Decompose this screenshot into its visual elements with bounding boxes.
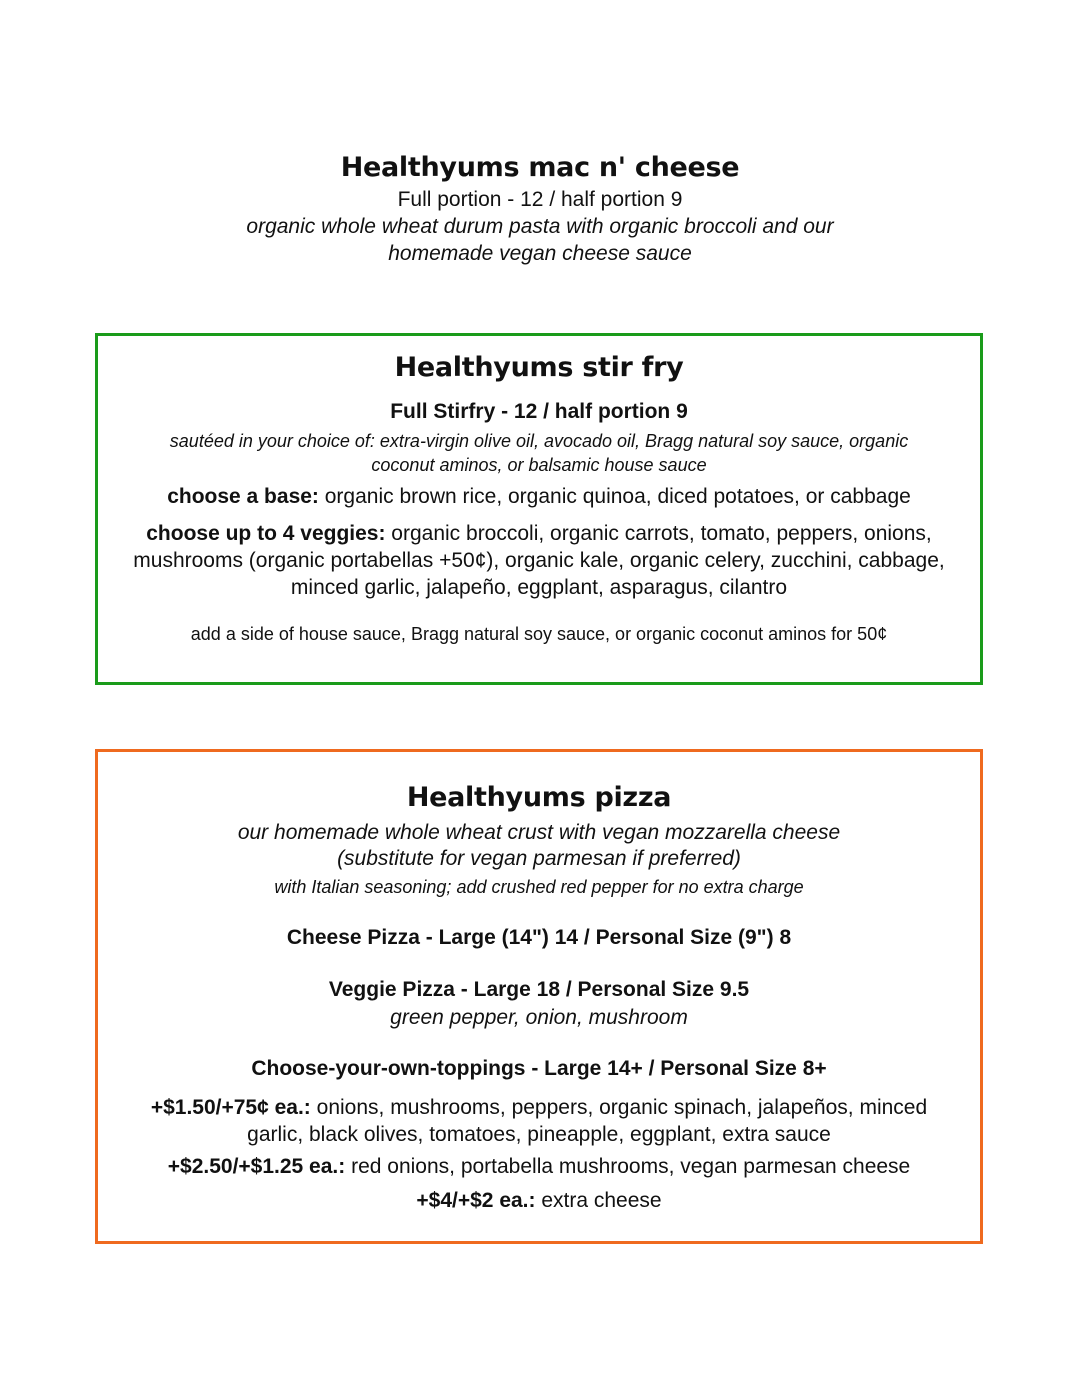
pizza-title: Healthyums pizza [406,782,672,813]
stir-fry-price: Full Stirfry - 12 / half portion 9 [390,400,688,423]
cheese-pizza-price: Cheese Pizza - Large (14") 14 / Personal Size (9") 8 [286,926,792,949]
stir-fry-title: Healthyums stir fry [394,352,684,383]
tier3-label: +$4/+$2 ea.: [416,1189,536,1212]
tier2-text: red onions, portabella mushrooms, vegan parmesan cheese [345,1155,911,1178]
tier1-label: +$1.50/+75¢ ea.: [150,1096,311,1119]
stir-fry-veggie-options [106,520,972,601]
tier2-label: +$2.50/+$1.25 ea.: [167,1155,346,1178]
tier1-text: onions, mushrooms, peppers, organic spinach, jalapeños, minced garlic, black olives, tomatoes, pineapple, eggplant, extra sauce [247,1096,928,1146]
toppings-tier1 [128,1094,950,1148]
stir-fry-section [95,333,983,685]
toppings-tier2 [98,1155,980,1179]
pizza-seasoning: with Italian seasoning; add crushed red pepper for no extra charge [274,877,804,897]
veggies-text: organic broccoli, organic carrots, tomato, peppers, onions, mushrooms (organic portabellas +50¢), organic kale, organic celery, zucchini, cabbage, minced garlic, jalapeño, eggplant, asparagus, cilantro [133,522,945,599]
pizza-section [95,749,983,1244]
tier3-text: extra cheese [535,1189,662,1212]
mac-n-cheese-description: organic whole wheat durum pasta with organic broccoli and our homemade vegan cheese sauce [246,215,834,265]
base-text: organic brown rice, organic quinoa, diced potatoes, or cabbage [318,485,911,508]
veggie-pizza-description: green pepper, onion, mushroom [390,1006,688,1029]
stir-fry-side-note: add a side of house sauce, Bragg natural soy sauce, or organic coconut aminos for 50¢ [190,624,888,644]
pizza-description-line1: our homemade whole wheat crust with vegan mozzarella cheese [237,821,841,844]
veggie-pizza-price: Veggie Pizza - Large 18 / Personal Size 9.5 [328,978,750,1001]
mac-n-cheese-price: Full portion - 12 / half portion 9 [397,188,683,211]
base-label: choose a base: [167,485,319,508]
veggies-label: choose up to 4 veggies: [146,522,386,545]
stir-fry-base-options [98,485,980,509]
stir-fry-description: sautéed in your choice of: extra-virgin olive oil, avocado oil, Bragg natural soy sauce, organic coconut aminos, or balsamic house sauce [169,431,909,475]
mac-n-cheese-title: Healthyums mac n' cheese [340,152,740,183]
pizza-description-line2: (substitute for vegan parmesan if preferred) [337,847,741,870]
own-toppings-price: Choose-your-own-toppings - Large 14+ / Personal Size 8+ [251,1057,827,1080]
mac-n-cheese-section [0,152,1080,267]
pizza-description [98,820,980,872]
toppings-tier3 [98,1189,980,1213]
